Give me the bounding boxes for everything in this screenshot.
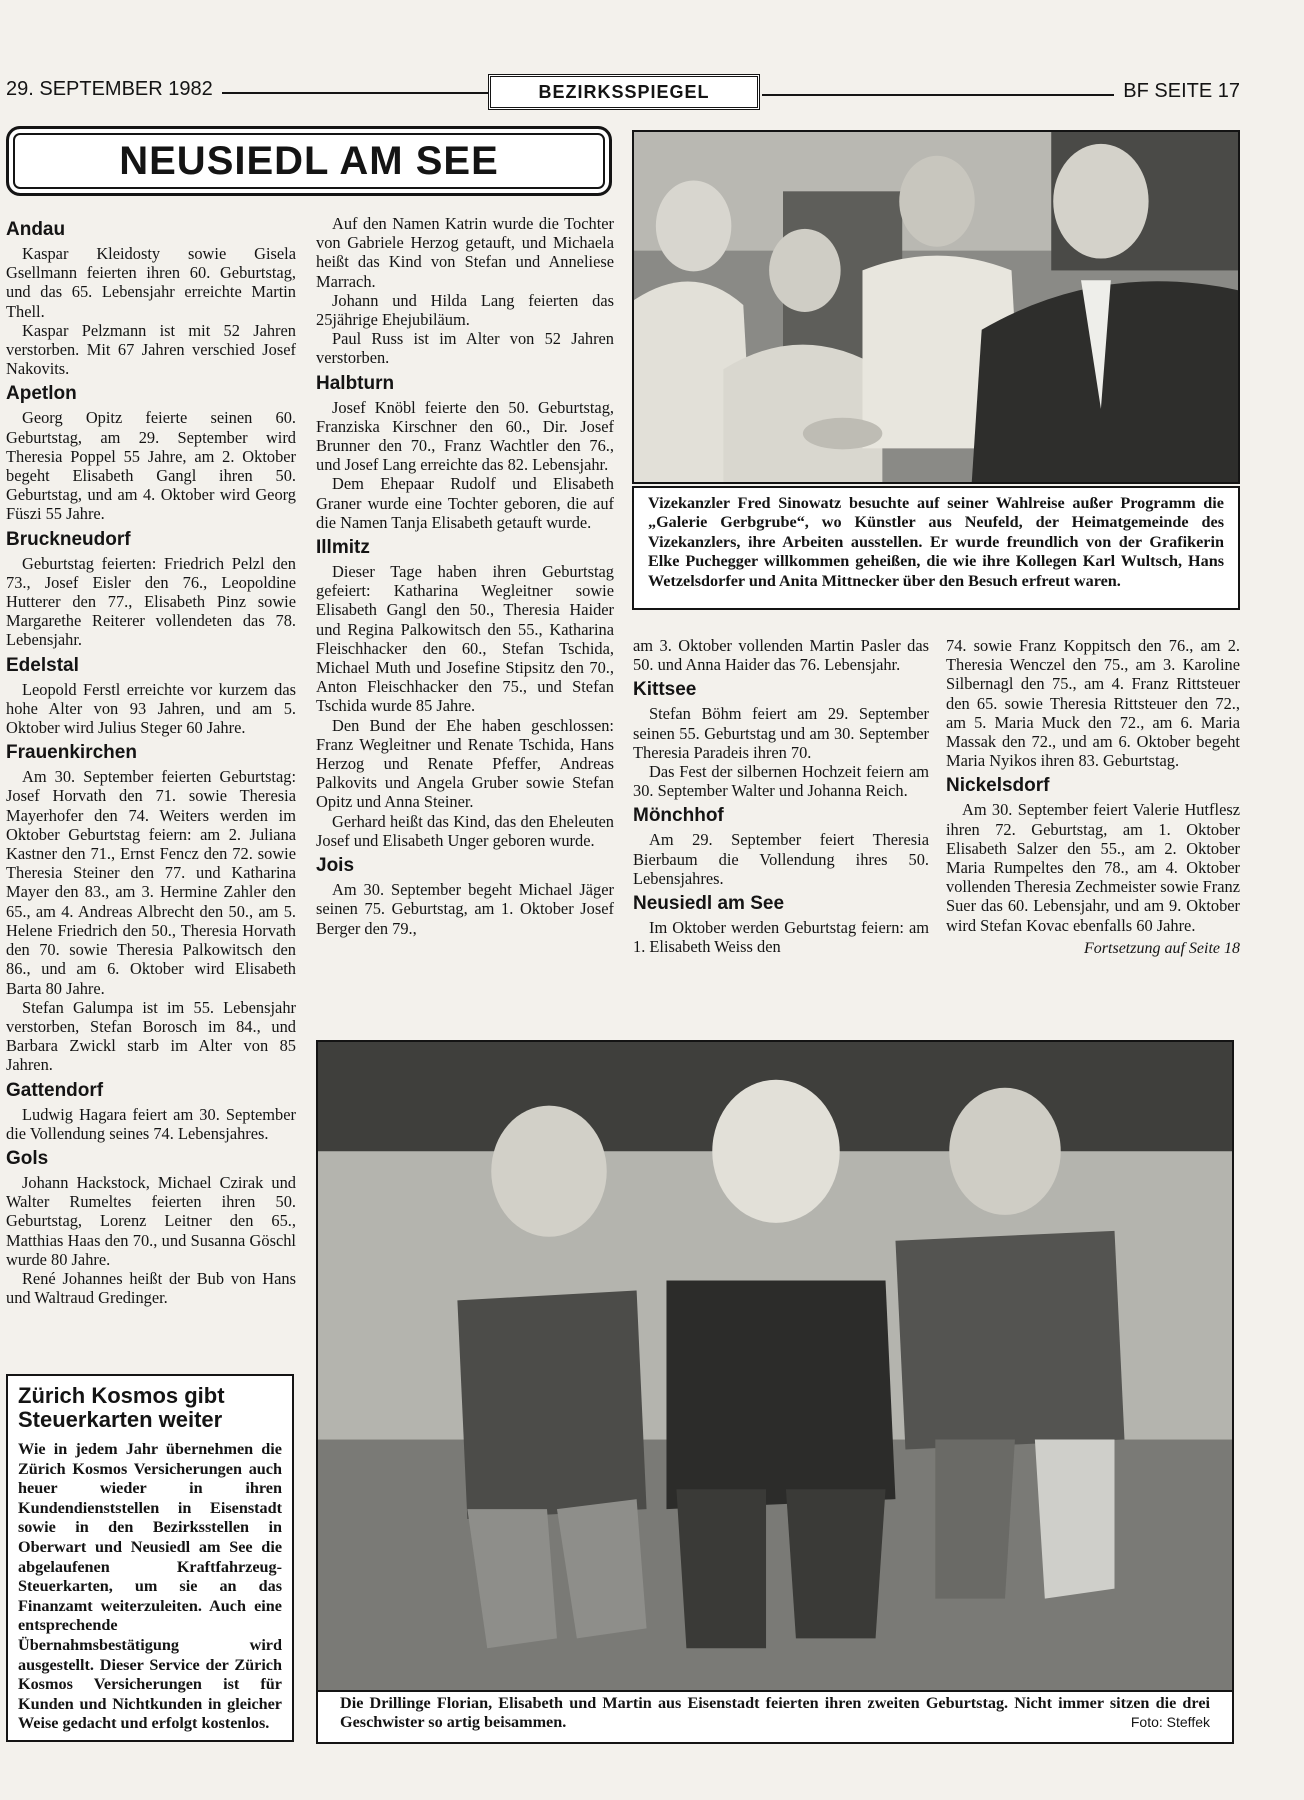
article-paragraph: Im Oktober werden Geburtstag feiern: am 1. Elisabeth Weiss den xyxy=(633,918,929,957)
article-paragraph: René Johannes heißt der Bub von Hans und Waltraud Gredinger. xyxy=(6,1268,296,1308)
caption-text: Die Drillinge Florian, Elisabeth und Martin aus Eisenstadt feierten ihren zweiten Geburtstag. Nicht immer sitzen die drei Geschwister so artig beisammen. xyxy=(340,1694,1210,1732)
article-paragraph: Leopold Ferstl erreichte vor kurzem das hohe Alter von 93 Jahren, und am 5. Oktober wird Julius Steger 60 Jahre. xyxy=(6,679,296,738)
article-paragraph: Gerhard heißt das Kind, das den Eheleuten Josef und Elisabeth Unger geboren wurde. xyxy=(316,811,614,850)
photo-credit: Foto: Steffek xyxy=(1130,1714,1210,1731)
article-paragraph: Ludwig Hagara feiert am 30. September die Vollendung seines 74. Lebensjahres. xyxy=(6,1104,296,1143)
notice-body: Wie in jedem Jahr übernehmen die Zürich Kosmos Versicherungen auch heuer wieder in ihren Kundendienststellen in Eisenstadt sowie in den Bezirksstellen in Oberwart und Neusiedl am See die abgelaufenen Kraftfahrzeug-Steuerkarten, um sie an das Finanzamt weiterzuleiten. Auch eine entsprechende Übernahmsbestätigung wird ausgestellt. Dieser Service der Zürich Kosmos Versicherungen ist für Kunden und Nichtkunden in gleicher Weise gedacht und erfolgt kostenlos. xyxy=(18,1440,282,1733)
photo-triplets xyxy=(316,1040,1234,1692)
article-paragraph: Am 30. September feierten Geburtstag: Josef Horvath den 71. sowie Theresia Mayerhofer den 74. Weiters werden im Oktober Geburtstag feiern: am 2. Juliana Kastner den 71., Ernst Fencz den 72. sowie Theresia Steiner den 77. und Katharina Mayer den 83., am 3. Hermine Zahler den 65., am 4. Andreas Albrecht den 50., am 5. Helene Friedrich den 50., Theresia Horvath den 70. sowie Theresia Palkowitsch den 86., und am 6. Oktober wird Elisabeth Barta 80 Jahre. xyxy=(6,767,296,998)
article-paragraph: Dieser Tage haben ihren Geburtstag gefeiert: Katharina Wegleitner sowie Elisabeth Gangl den 50., Theresia Haider und Regina Palkowitsch den 55., Katharina Fleischhacker den 60., Stefan Tschida, Michael Muth und Josefine Stipsitz den 70., Anton Fleischhacker den 75., und Stefan Tschida wurde 85 Jahre. xyxy=(316,562,614,716)
article-paragraph: Paul Russ ist im Alter von 52 Jahren verstorben. xyxy=(316,329,614,368)
article-paragraph: Kaspar Pelzmann ist mit 52 Jahren verstorben. Mit 67 Jahren verschied Josef Nakovits. xyxy=(6,320,296,379)
article-heading: Apetlon xyxy=(6,383,77,405)
article-heading: Frauenkirchen xyxy=(6,742,137,764)
photo-vizekanzler-visit xyxy=(632,130,1240,484)
article-heading: Halbturn xyxy=(316,372,395,394)
header-rule-left xyxy=(222,92,504,94)
article-paragraph: Kaspar Kleidosty sowie Gisela Gsellmann feierten ihren 60. Geburtstag, und das 65. Lebensjahr erreichte Martin Thell. xyxy=(6,244,296,321)
photo-caption-triplets xyxy=(316,1692,1234,1744)
article-paragraph: Johann und Hilda Lang feierten das 25jährige Ehejubiläum. xyxy=(316,290,614,330)
article-paragraph: Johann Hackstock, Michael Czirak und Walter Rumeltes feierten ihren 50. Geburtstag, Lorenz Leitner den 65., Matthias Haas den 70., und Susanna Göschl wurde 80 Jahre. xyxy=(6,1172,296,1269)
article-heading: Andau xyxy=(6,219,66,240)
article-heading: Nickelsdorf xyxy=(946,775,1050,797)
continuation-note: Fortsetzung auf Seite 18 xyxy=(1084,939,1240,957)
article-paragraph: 74. sowie Franz Koppitsch den 76., am 2. Theresia Wenczel den 75., am 3. Karoline Silbernagl den 75., am 4. Franz Rittsteuer den 65. sowie Theresia Rittsteuer den 72., am 5. Maria Muck den 72., am 6. Maria Massak den 72., und am 6. Oktober begeht Maria Nyikos ihren 83. Geburtstag. xyxy=(946,636,1240,771)
article-paragraph: Geburtstag feierten: Friedrich Pelzl den 73., Josef Eisler den 76., Leopoldine Hutterer den 77., Elisabeth Pinz sowie Margarethe Reiterer vollendeten das 78. Lebensjahr. xyxy=(6,553,296,650)
text-column-2 xyxy=(316,214,614,938)
article-paragraph: Das Fest der silbernen Hochzeit feiern am 30. September Walter und Johanna Reich. xyxy=(633,762,929,801)
photo-caption-vizekanzler: Vizekanzler Fred Sinowatz besuchte auf seiner Wahlreise außer Programm die „Galerie Gerbgrube“, wo Künstler aus Neufeld, der Heimatgemeinde des Vizekanzlers, ihre Arbeiten ausstellen. Er wurde freundlich von der Grafikerin Elke Puchegger willkommen geheißen, die wie ihre Kollegen Karl Wultsch, Hans Wetzelsdorfer und Anita Mittnecker über den Besuch erfreut waren. xyxy=(632,486,1240,610)
headline-title: NEUSIEDL AM SEE xyxy=(119,139,499,183)
article-heading: Mönchhof xyxy=(633,805,724,827)
notice-box-zurich-kosmos xyxy=(6,1374,294,1742)
header-rule-right xyxy=(762,94,1114,96)
article-paragraph: Auf den Namen Katrin wurde die Tochter von Gabriele Herzog getauft, und Michaela heißt das Kind von Stefan und Anneliese Marrach. xyxy=(316,214,614,291)
article-paragraph: Dem Ehepaar Rudolf und Elisabeth Graner wurde eine Tochter geboren, die auf die Namen Tanja Elisabeth getauft wurde. xyxy=(316,474,614,532)
text-column-4 xyxy=(946,636,1240,958)
article-heading: Jois xyxy=(316,855,355,877)
article-heading: Illmitz xyxy=(316,537,370,559)
notice-title: Zürich Kosmos gibt Steuerkarten weiter xyxy=(18,1383,225,1432)
page-number: BF SEITE 17 xyxy=(1123,80,1240,102)
page-header xyxy=(0,72,1304,112)
text-column-1 xyxy=(6,214,296,1307)
article-heading: Kittsee xyxy=(633,679,697,701)
article-heading: Bruckneudorf xyxy=(6,528,131,550)
article-paragraph: Josef Knöbl feierte den 50. Geburtstag, Franziska Kirschner den 60., Dir. Josef Brunner den 70., Franz Wachtler den 76., und Josef Lang erreichte das 82. Lebensjahr. xyxy=(316,397,614,475)
article-heading: Edelstal xyxy=(6,654,79,676)
headline-box xyxy=(6,126,612,196)
photo-image xyxy=(318,1042,1232,1690)
article-heading: Gols xyxy=(6,1147,49,1169)
article-paragraph: Den Bund der Ehe haben geschlossen: Franz Wegleitner und Renate Tschida, Hans Herzog und Renate Pfeffer, Andreas Palkovits und Angela Gruber sowie Stefan Opitz und Anna Steiner. xyxy=(316,715,614,812)
photo-image xyxy=(634,132,1238,482)
article-paragraph: Stefan Galumpa ist im 55. Lebensjahr verstorben, Stefan Borosch im 84., und Barbara Zwickl starb im Alter von 85 Jahren. xyxy=(6,997,296,1075)
article-paragraph: am 3. Oktober vollenden Martin Pasler das 50. und Anna Haider das 76. Lebensjahr. xyxy=(633,636,929,675)
article-paragraph: Georg Opitz feierte seinen 60. Geburtstag, am 29. September wird Theresia Poppel 55 Jahre, am 2. Oktober begeht Elisabeth Gangl ihren 50. Geburtstag, und am 4. Oktober wird Georg Füszi 55 Jahre. xyxy=(6,408,296,524)
article-heading: Neusiedl am See xyxy=(633,893,785,915)
text-column-3 xyxy=(633,636,929,956)
article-paragraph: Am 30. September feiert Valerie Hutflesz ihren 72. Geburtstag, am 1. Oktober Elisabeth Salzer den 55., am 2. Oktober Maria Rumpeltes den 78., am 4. Oktober vollenden Theresia Zechmeister sowie Franz Suer das 60. Lebensjahr, und am 9. Oktober wird Stefan Kovac ebenfalls 60 Jahre. xyxy=(946,800,1240,935)
section-label: BEZIRKSSPIEGEL xyxy=(488,74,760,110)
article-paragraph: Stefan Böhm feiert am 29. September seinen 55. Geburtstag und am 30. September Theresia Paradeis ihren 70. xyxy=(633,704,929,762)
article-heading: Gattendorf xyxy=(6,1079,104,1101)
issue-date: 29. SEPTEMBER 1982 xyxy=(6,78,213,100)
article-paragraph: Am 30. September begeht Michael Jäger seinen 75. Geburtstag, am 1. Oktober Josef Berger den 79., xyxy=(316,880,614,938)
article-paragraph: Am 29. September feiert Theresia Bierbaum die Vollendung ihres 50. Lebensjahres. xyxy=(633,830,929,888)
